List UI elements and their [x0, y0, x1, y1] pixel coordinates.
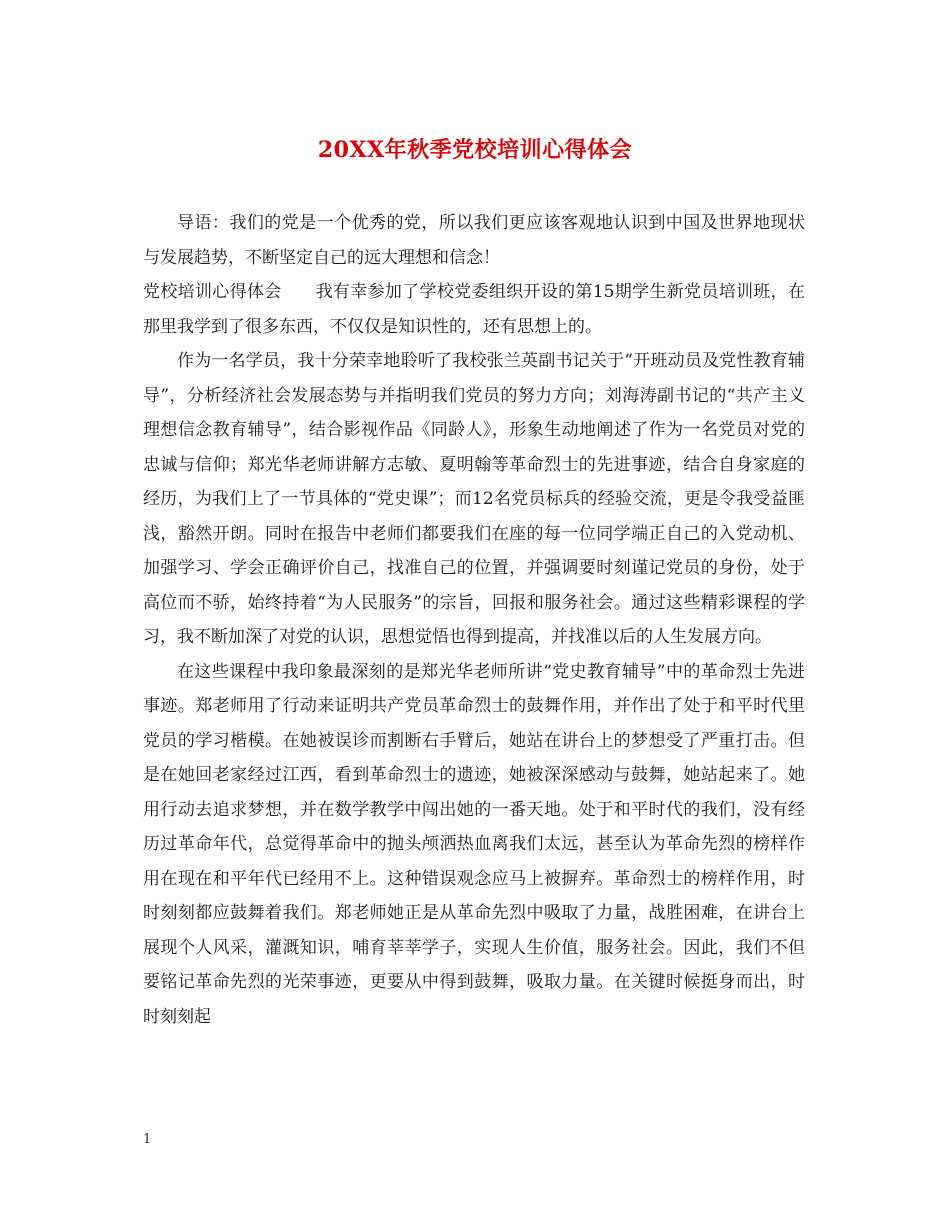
body-paragraph-2: 在这些课程中我印象最深刻的是郑光华老师所讲“党史教育辅导”中的革命烈士先进事迹。郑老师用了行动来证明共产党员革命烈士的鼓舞作用，并作出了处于和平时代里党员的学习楷模。在她被误诊而割断右手臂后，她站在讲台上的梦想受了严重打击。但是在她回老家经过江西，看到革命烈士的遗迹，她被深深感动与鼓舞，她站起来了。她用行动去追求梦想，并在数学教学中闯出她的一番天地。处于和平时代的我们，没有经历过革命年代，总觉得革命中的抛头颅洒热血离我们太远，甚至认为革命先烈的榜样作用在现在和平年代已经用不上。这种错误观念应马上被摒弃。革命烈士的榜样作用，时时刻刻都应鼓舞着我们。郑老师她正是从革命先烈中吸取了力量，战胜困难，在讲台上展现个人风采，灌溉知识，哺育莘莘学子，实现人生价值，服务社会。因此，我们不但要铭记革命先烈的光荣事迹，更要从中得到鼓舞，吸取力量。在关键时候挺身而出，时时刻刻起	[143, 661, 805, 1027]
body-paragraph-1: 作为一名学员，我十分荣幸地聆听了我校张兰英副书记关于“开班动员及党性教育辅导”，分析经济社会发展态势与并指明我们党员的努力方向；刘海涛副书记的“共产主义理想信念教育辅导”，结合影视作品《同龄人》，形象生动地阐述了作为一名党员对党的忠诚与信仰；郑光华老师讲解方志敏、夏明翰等革命烈士的先进事迹，结合自身家庭的经历，为我们上了一节具体的“党史课”；而12名党员标兵的经验交流，更是令我受益匪浅，豁然开朗。同时在报告中老师们都要我们在座的每一位同学端正自己的入党动机、加强学习、学会正确评价自己，找准自己的位置，并强调要时刻谨记党员的身份，处于高位而不骄，始终持着“为人民服务”的宗旨，回报和服务社会。通过这些精彩课程的学习，我不断加深了对党的认识，思想觉悟也得到提高，并找准以后的人生发展方向。	[143, 351, 805, 647]
intro-paragraph: 导语：我们的党是一个优秀的党，所以我们更应该客观地认识到中国及世界地现状与发展趋势，不断坚定自己的远大理想和信念！	[143, 213, 805, 268]
page-number: 1	[143, 1132, 152, 1147]
section-heading: 党校培训心得体会	[143, 282, 282, 302]
section-first-paragraph	[143, 275, 805, 344]
document-title: 20XX年秋季党校培训心得体会	[317, 137, 633, 163]
section-first-text: 我有幸参加了学校党委组织开设的第15期学生新党员培训班，在那里我学到了很多东西，不仅仅是知识性的，还有思想上的。	[143, 282, 806, 337]
document-body	[143, 206, 805, 1034]
